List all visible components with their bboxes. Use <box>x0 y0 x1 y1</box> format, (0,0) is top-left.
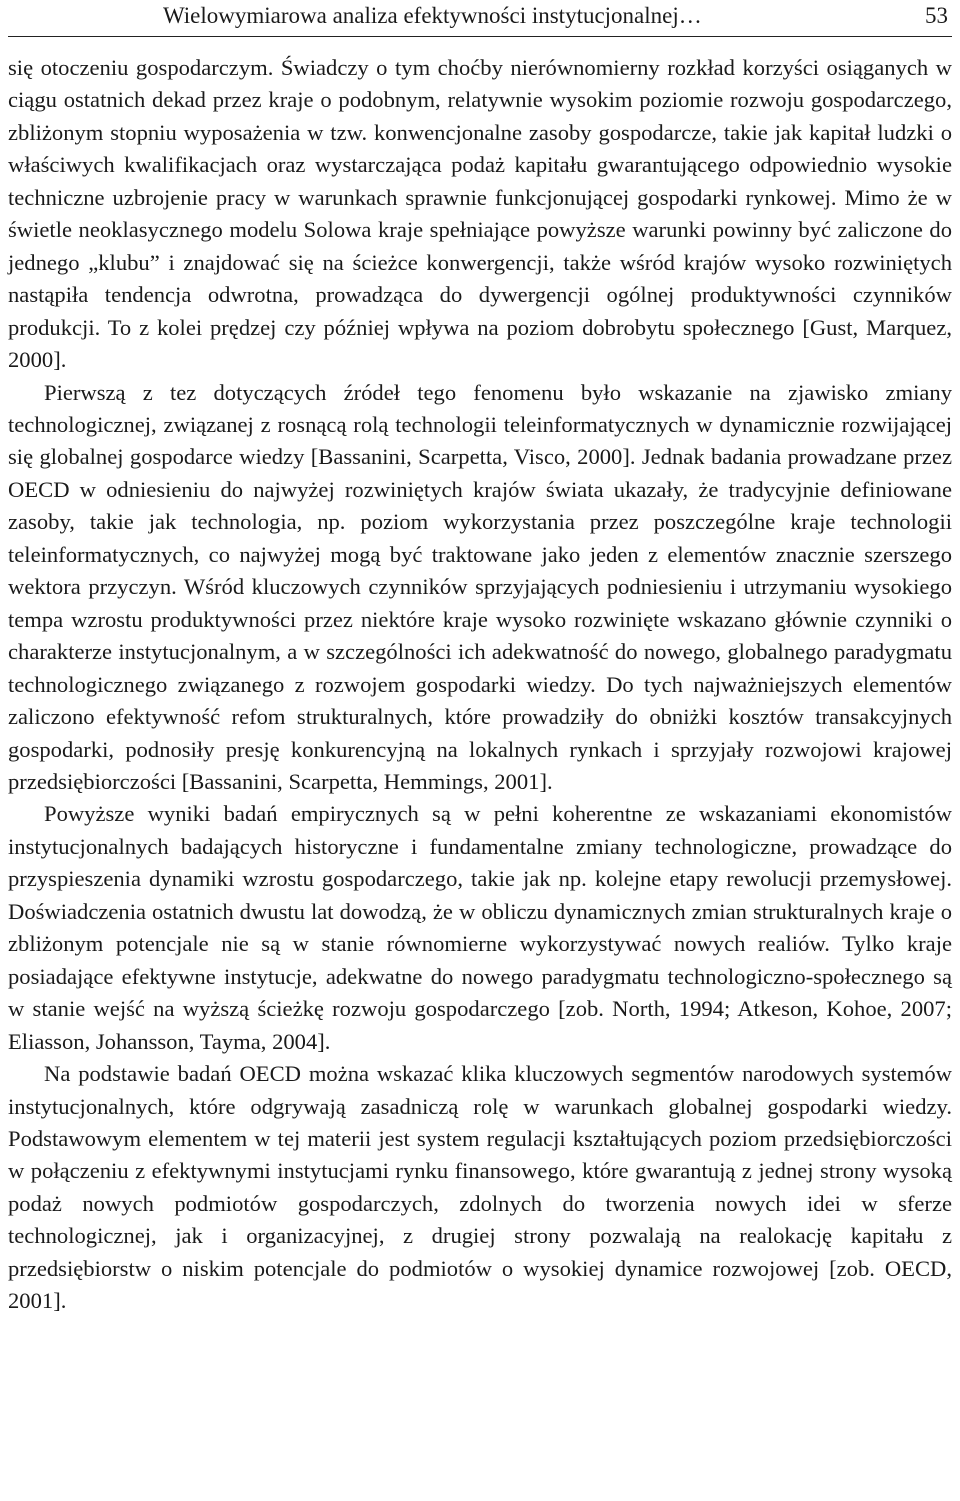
running-header-title: Wielowymiarowa analiza efektywności instytucjonalnej… <box>163 3 702 28</box>
paragraph-4: Na podstawie badań OECD można wskazać klika kluczowych segmentów narodowych systemów instytucjonalnych, które odgrywają zasadniczą rolę w warunkach globalnej gospodarki wiedzy. Podstawowym elementem w tej materii jest system regulacji kształtujących poziom przedsiębiorczości w połączeniu z efektywnymi instytucjami rynku finansowego, które gwarantują z jednej strony wysoką podaż nowych podmiotów gospodarczych, zdolnych do tworzenia nowych idei w sferze technologicznej, jak i organizacyjnej, z drugiej strony pozwalają na realokację kapitału z przedsiębiorstw o niskim potencjale do podmiotów o wysokiej dynamice rozwojowej [zob. OECD, 2001]. <box>8 1061 952 1314</box>
paragraph-3: Powyższe wyniki badań empirycznych są w pełni koherentne ze wskazaniami ekonomistów instytucjonalnych badających historyczne i fundamentalne zmiany technologiczne, prowadzące do przyspieszenia dynamiki wzrostu gospodarczego, takie jak np. kolejne etapy rewolucji przemysłowej. Doświadczenia ostatnich dwustu lat dowodzą, że w obliczu dynamicznych zmian strukturalnych kraje o zbliżonym potencjale nie są w stanie równomierne wykorzystywać nowych realiów. Tylko kraje posiadające efektywne instytucje, adekwatne do nowego paradygmatu technologiczno-społecznego są w stanie wejść na wyższą ścieżkę rozwoju gospodarczego [zob. North, 1994; Atkeson, Kohoe, 2007; Eliasson, Johansson, Tayma, 2004]. <box>8 801 952 1054</box>
running-header <box>8 0 952 37</box>
paragraph-2: Pierwszą z tez dotyczących źródeł tego fenomenu było wskazanie na zjawisko zmiany technologicznej, związanej z rosnącą rolą technologii teleinformatycznych w dynamicznie rozwijającej się globalnej gospodarce wiedzy [Bassanini, Scarpetta, Visco, 2000]. Jednak badania prowadzane przez OECD w odniesieniu do najwyżej rozwiniętych krajów świata ukazały, że tradycyjnie definiowane zasoby, takie jak technologia, np. poziom wykorzystania przez poszczególne kraje technologii teleinformatycznych, co najwyżej mogą być traktowane jako jeden z elementów znacznie szerszego wektora przyczyn. Wśród kluczowych czynników sprzyjających podniesieniu i utrzymaniu wysokiego tempa wzrostu produktywności przez niektóre kraje wysoko rozwinięte wskazano głównie czynniki o charakterze instytucjonalnym, a w szczególności ich adekwatność do nowego, globalnego paradygmatu technologicznego związanego z rozwojem gospodarki wiedzy. Do tych najważniejszych elementów zaliczono efektywność refom strukturalnych, które prowadziły do obniżki kosztów transakcyjnych gospodarki, podnosiły presję konkurencyjną na lokalnych rynkach i sprzyjały rozwojowi krajowej przedsiębiorczości [Bassanini, Scarpetta, Hemmings, 2001]. <box>8 379 952 794</box>
page-number: 53 <box>925 3 948 28</box>
paragraph-1: się otoczeniu gospodarczym. Świadczy o tym choćby nierównomierny rozkład korzyści osiąganych w ciągu ostatnich dekad przez kraje o podobnym, relatywnie wysokim poziomie rozwoju gospodarczego, zbliżonym stopniu wyposażenia w tzw. konwencjonalne zasoby gospodarcze, takie jak kapitał ludzki o właściwych kwalifikacjach oraz wystarczająca podaż kapitału gwarantującego odpowiednio wysokie techniczne uzbrojenie pracy w warunkach sprawnie funkcjonującej gospodarki rynkowej. Mimo że w świetle neoklasycznego modelu Solowa kraje spełniające powyższe warunki powinny być zaliczone do jednego „klubu” i znajdować się na ścieżce konwergencji, także wśród krajów wysoko rozwiniętych nastąpiła tendencja odwrotna, prowadząca do dywergencji ogólnej produktywności czynników produkcji. To z kolei prędzej czy później wpływa na poziom dobrobytu społecznego [Gust, Marquez, 2000]. <box>8 55 952 373</box>
body-text <box>8 52 952 1318</box>
